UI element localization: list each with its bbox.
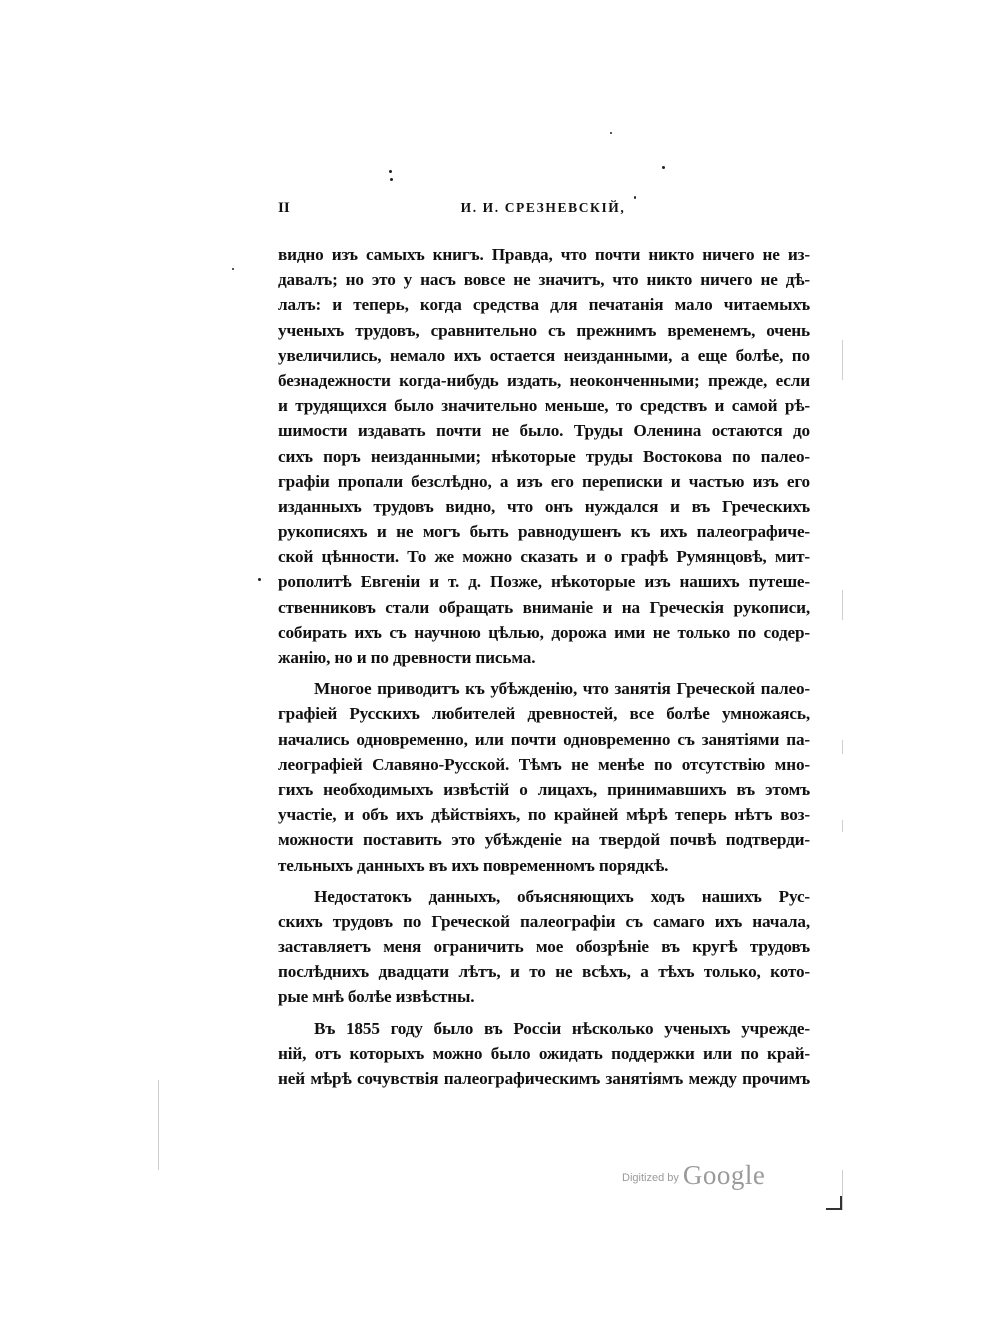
text-line: жанію, но и по древности письма. xyxy=(278,648,536,667)
text-line: начались одновременно, или почти одновременно съ занятіями па- xyxy=(278,729,810,749)
scan-speck xyxy=(634,196,636,199)
text-line: графіи пропали безслѣдно, а изъ его переписки и частью изъ его xyxy=(278,471,810,491)
google-logo-text: Google xyxy=(682,1160,766,1190)
watermark-prefix: Digitized by xyxy=(622,1172,679,1184)
text-line: увеличились, немало ихъ остается неизданными, а еще болѣе, по xyxy=(278,345,810,365)
text-line: рукописяхъ и не могъ быть равнодушенъ къ ихъ палеографиче- xyxy=(278,522,810,542)
text-line: графіей Русскихъ любителей древностей, все болѣе умножаясь, xyxy=(278,704,810,724)
text-line: Въ 1855 году было въ Россіи нѣсколько ученыхъ учрежде- xyxy=(314,1019,810,1038)
scan-edge-mark xyxy=(842,590,843,620)
text-line: и трудящихся было значительно меньше, то средствъ и самой рѣ- xyxy=(278,396,810,416)
scan-edge-mark xyxy=(158,1080,159,1170)
text-line: ученыхъ трудовъ, сравнительно съ прежнимъ временемъ, очень xyxy=(278,320,810,340)
text-line: рополитѣ Евгеніи и т. д. Позже, нѣкоторые изъ нашихъ путеше- xyxy=(278,572,810,592)
text-line: гихъ необходимыхъ извѣстій о лицахъ, принимавшихъ въ этомъ xyxy=(278,779,810,799)
text-line: ской цѣнности. То же можно сказать и о графѣ Румянцовѣ, мит- xyxy=(278,547,810,567)
text-line: послѣднихъ двадцати лѣтъ, и то не всѣхъ, а тѣхъ только, кото- xyxy=(278,962,810,982)
body-text-section-2 xyxy=(278,1016,810,1092)
text-line: сихъ поръ неизданными; нѣкоторые труды Востокова по палео- xyxy=(278,446,810,466)
paragraph-1 xyxy=(278,242,810,670)
scan-edge-mark xyxy=(842,1170,843,1210)
text-line: можности поставить это убѣжденіе на твердой почвѣ подтверди- xyxy=(278,830,810,850)
scan-edge-mark xyxy=(842,340,843,380)
scan-speck xyxy=(258,578,261,581)
scan-speck xyxy=(610,132,612,134)
text-line: собирать ихъ съ научною цѣлью, дорожа ими не только по содер- xyxy=(278,622,810,642)
text-line: Многое приводитъ къ убѣжденію, что занятія Греческой палео- xyxy=(314,679,810,699)
page-number: II xyxy=(278,200,290,216)
scan-speck xyxy=(390,178,393,181)
text-line: участіе, и объ ихъ дѣйствіяхъ, по крайней мѣрѣ теперь нѣтъ воз- xyxy=(278,805,810,825)
text-line: Недостатокъ данныхъ, объясняющихъ ходъ нашихъ Рус- xyxy=(314,886,810,906)
text-line: тельныхъ данныхъ въ ихъ повременномъ порядкѣ. xyxy=(278,855,669,875)
scan-speck xyxy=(389,170,392,173)
text-line: рые мнѣ болѣе извѣстны. xyxy=(278,987,475,1007)
text-line: ній, отъ которыхъ можно было ожидать поддержки или по край- xyxy=(278,1044,810,1064)
text-line: заставляетъ меня ограничить мое обозрѣніе въ кругѣ трудовъ xyxy=(278,937,810,957)
text-line: скихъ трудовъ по Греческой палеографіи съ самаго ихъ начала, xyxy=(278,911,810,931)
text-line: безнадежности когда-нибудь издать, неоконченными; прежде, если xyxy=(278,370,810,390)
scan-speck xyxy=(662,166,665,169)
running-title: И. И. СРЕЗНЕВСКІЙ, xyxy=(460,200,626,215)
scan-speck xyxy=(232,268,234,270)
text-line: видно изъ самыхъ книгъ. Правда, что почти никто ничего не из- xyxy=(278,245,810,264)
text-line: шимости издавать почти не было. Труды Оленина остаются до xyxy=(278,421,810,441)
paragraph-3 xyxy=(278,884,810,1010)
body-text xyxy=(278,242,810,1010)
scan-edge-mark xyxy=(842,740,843,754)
text-line: давалъ; но это у насъ вовсе не значитъ, что никто ничего не дѣ- xyxy=(278,270,810,290)
text-line: ней мѣрѣ сочувствія палеографическимъ занятіямъ между прочимъ xyxy=(278,1069,810,1089)
text-line: изданныхъ трудовъ видно, что онъ нуждался и въ Греческихъ xyxy=(278,496,810,516)
text-line: лалъ: и теперь, когда средства для печатанія мало читаемыхъ xyxy=(278,295,810,315)
running-head xyxy=(278,200,808,224)
paragraph-4 xyxy=(278,1016,810,1092)
scan-corner-mark xyxy=(826,1196,842,1210)
scan-edge-mark xyxy=(842,820,843,832)
paragraph-2 xyxy=(278,676,810,878)
text-line: ственниковъ стали обращать вниманіе и на Греческія рукописи, xyxy=(278,597,810,617)
digitized-by-google-watermark xyxy=(622,1160,765,1191)
text-line: леографіей Славяно-Русской. Тѣмъ не менѣе по отсутствію мно- xyxy=(278,754,810,774)
